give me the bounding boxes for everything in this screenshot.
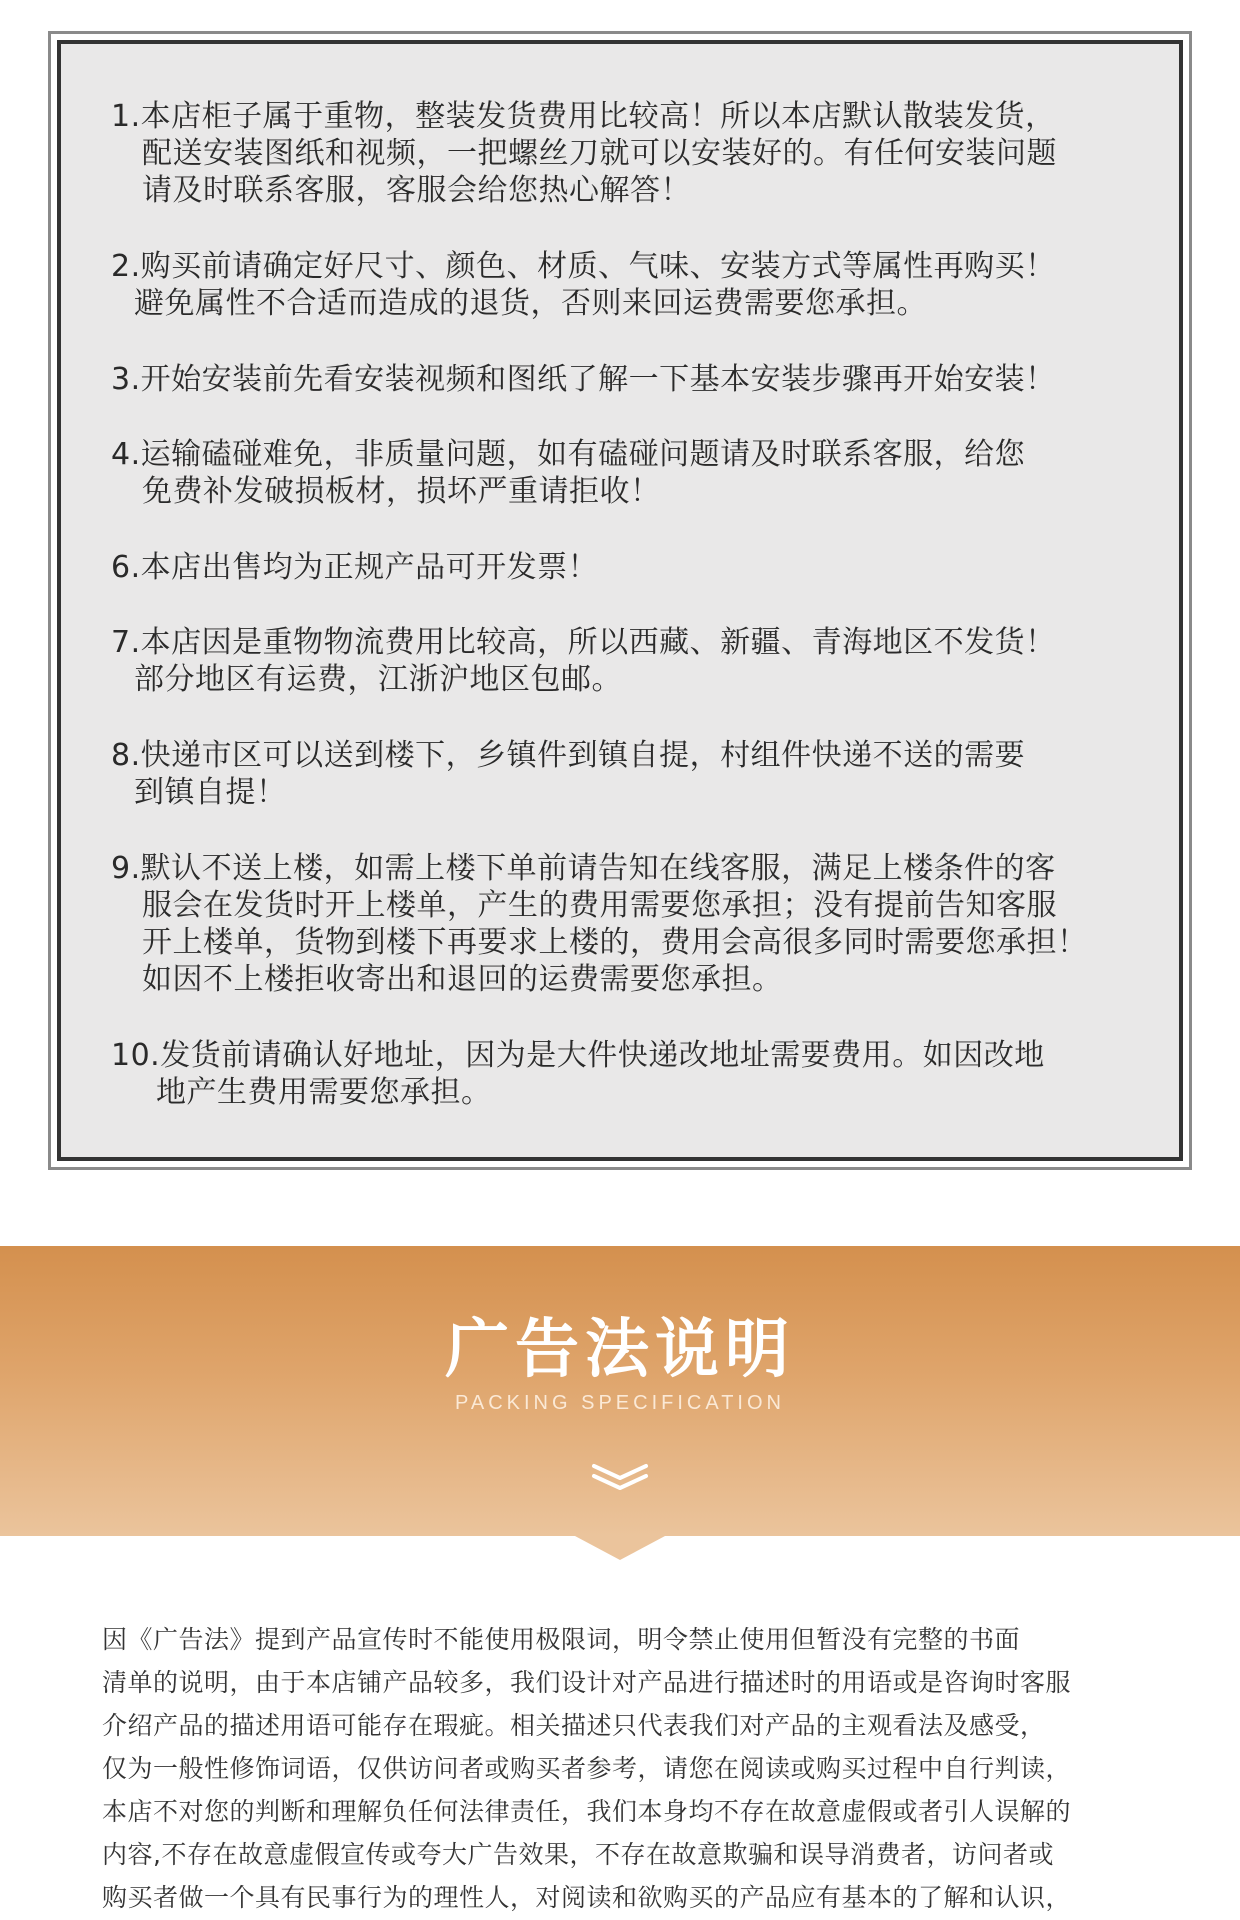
notice-item-9 <box>111 850 1149 998</box>
ad-law-paragraph <box>102 1618 1152 1919</box>
notice-line: 配送安装图纸和视频，一把螺丝刀就可以安装好的。有任何安装问题 <box>142 136 1057 171</box>
notice-line: 避免属性不合适而造成的退货，否则来回运费需要您承担。 <box>134 286 927 321</box>
notice-item-8 <box>111 737 1149 811</box>
notice-line: 2.购买前请确定好尺寸、颜色、材质、气味、安装方式等属性再购买！ <box>111 249 1056 284</box>
paragraph-line: 内容,不存在故意虚假宣传或夸大广告效果，不存在故意欺骗和误导消费者，访问者或 <box>102 1840 1054 1869</box>
notice-line: 如因不上楼拒收寄出和退回的运费需要您承担。 <box>142 962 783 997</box>
notice-item-7 <box>111 624 1149 698</box>
notice-line: 开上楼单，货物到楼下再要求上楼的，费用会高很多同时需要您承担！ <box>142 925 1088 960</box>
notice-line: 部分地区有运费，江浙沪地区包邮。 <box>134 662 622 697</box>
notice-box <box>48 31 1192 1170</box>
notice-item-2 <box>111 248 1149 322</box>
section-subtitle: PACKING SPECIFICATION <box>455 1392 785 1414</box>
paragraph-line: 仅为一般性修饰词语，仅供访问者或购买者参考，请您在阅读或购买过程中自行判读， <box>102 1754 1072 1783</box>
notice-line: 3.开始安装前先看安装视频和图纸了解一下基本安装步骤再开始安装！ <box>111 362 1056 397</box>
paragraph-line: 清单的说明，由于本店铺产品较多，我们设计对产品进行描述时的用语或是咨询时客服 <box>102 1668 1072 1697</box>
notice-item-10 <box>111 1037 1149 1111</box>
notice-item-3 <box>111 361 1149 398</box>
notice-item-6 <box>111 549 1149 586</box>
notice-line: 到镇自提！ <box>134 775 287 810</box>
notice-line: 服会在发货时开上楼单，产生的费用需要您承担；没有提前告知客服 <box>142 888 1057 923</box>
chevron-down-double-icon <box>590 1462 650 1494</box>
notice-item-1 <box>111 98 1149 209</box>
notice-line: 9.默认不送上楼，如需上楼下单前请告知在线客服，满足上楼条件的客 <box>111 851 1056 886</box>
notice-line: 7.本店因是重物物流费用比较高，所以西藏、新疆、青海地区不发货！ <box>111 625 1056 660</box>
notice-line: 地产生费用需要您承担。 <box>156 1075 492 1110</box>
notice-line: 4.运输磕碰难免，非质量问题，如有磕碰问题请及时联系客服，给您 <box>111 437 1026 472</box>
notice-line: 8.快递市区可以送到楼下，乡镇件到镇自提，村组件快递不送的需要 <box>111 738 1026 773</box>
section-title: 广告法说明 <box>445 1313 795 1387</box>
notice-line: 6.本店出售均为正规产品可开发票！ <box>111 550 599 585</box>
paragraph-line: 本店不对您的判断和理解负任何法律责任，我们本身均不存在故意虚假或者引人误解的 <box>102 1797 1072 1826</box>
notice-item-4 <box>111 436 1149 510</box>
notice-line: 免费补发破损板材，损坏严重请拒收！ <box>142 474 661 509</box>
paragraph-line: 购买者做一个具有民事行为的理性人，对阅读和欲购买的产品应有基本的了解和认识， <box>102 1883 1072 1912</box>
banner-notch <box>575 1536 665 1560</box>
paragraph-line: 因《广告法》提到产品宣传时不能使用极限词，明令禁止使用但暂没有完整的书面 <box>102 1625 1021 1654</box>
notice-box-inner <box>57 40 1183 1161</box>
notice-line: 1.本店柜子属于重物，整装发货费用比较高！所以本店默认散装发货， <box>111 99 1056 134</box>
paragraph-line: 介绍产品的描述用语可能存在瑕疵。相关描述只代表我们对产品的主观看法及感受， <box>102 1711 1046 1740</box>
notice-line: 10.发货前请确认好地址，因为是大件快递改地址需要费用。如因改地 <box>111 1038 1045 1073</box>
notice-line: 请及时联系客服，客服会给您热心解答！ <box>142 173 691 208</box>
